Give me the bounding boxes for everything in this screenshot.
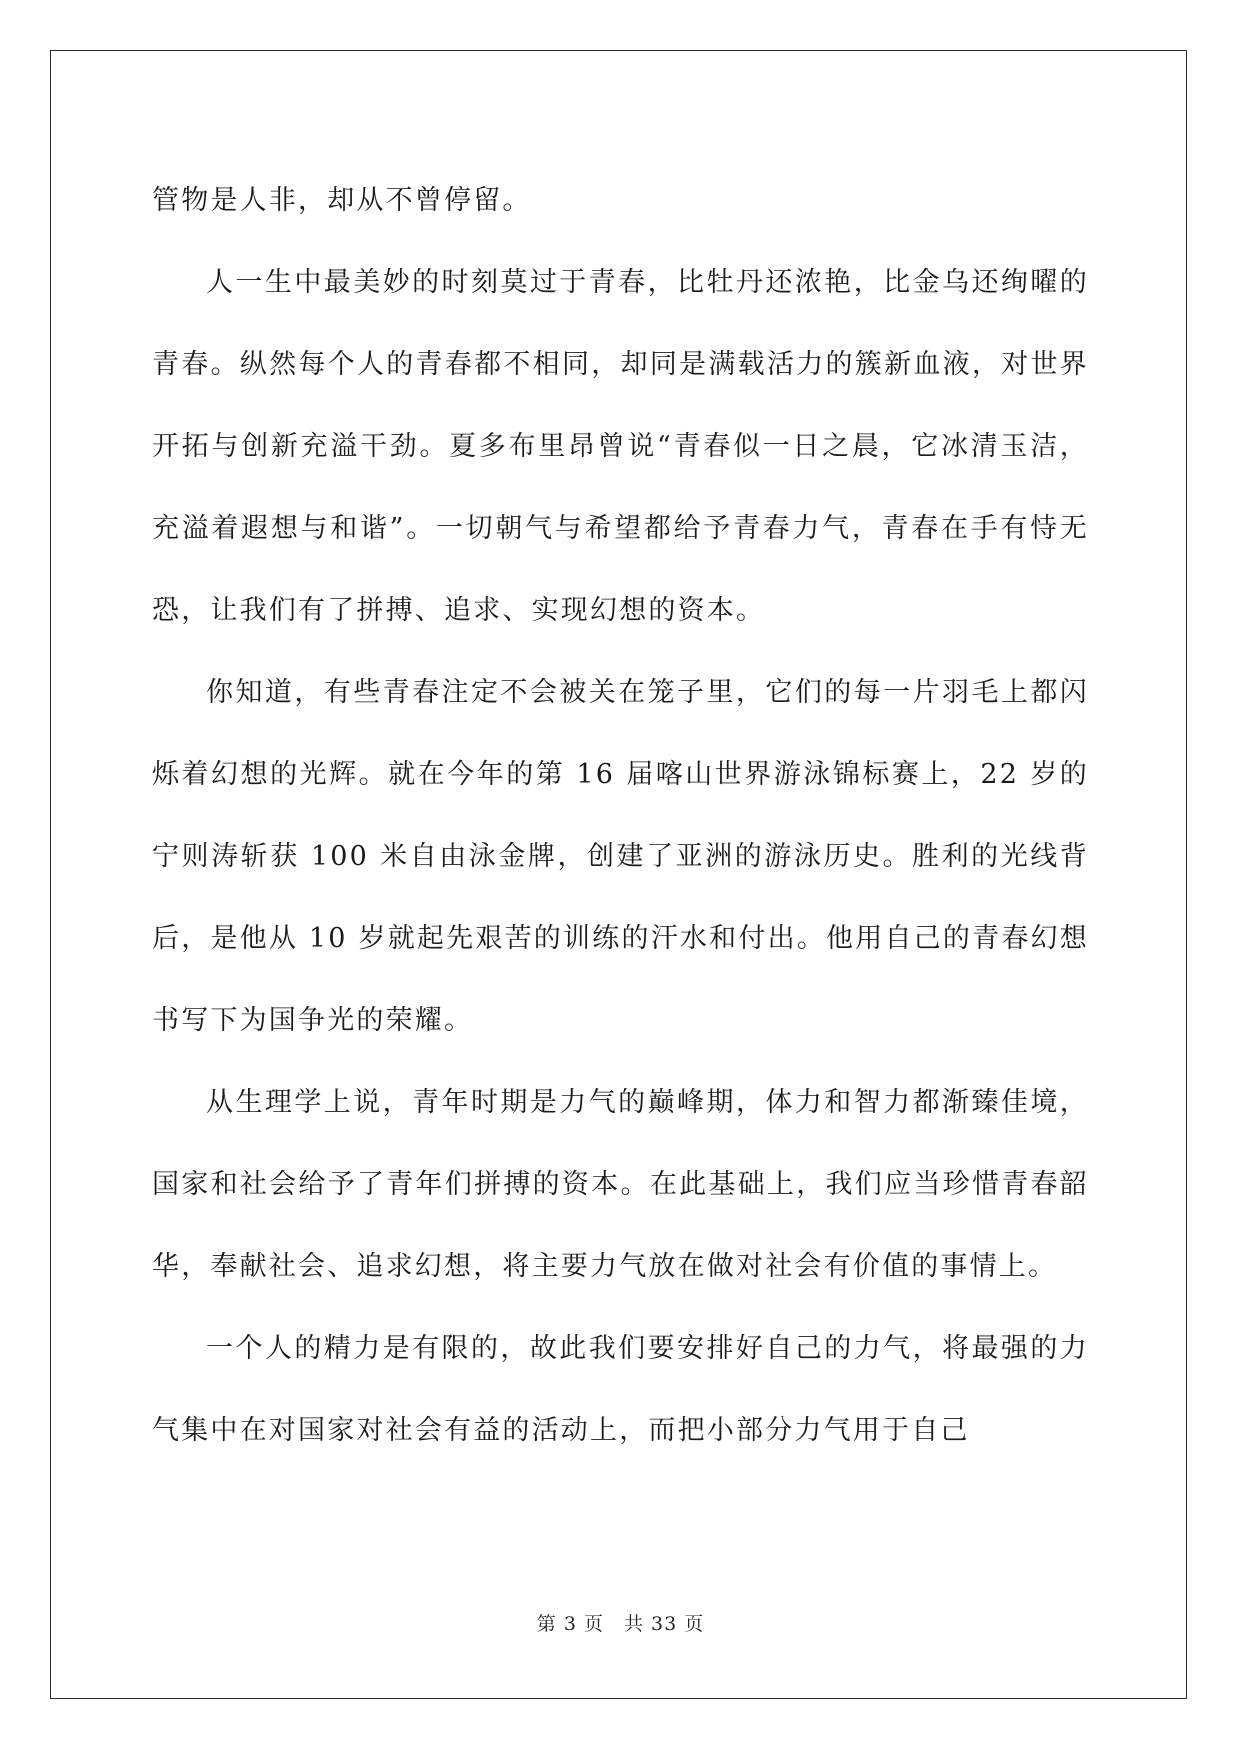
page-number-footer: 第 3 页 共 33 页 (536, 1613, 705, 1635)
document-body (152, 160, 1089, 1472)
paragraph-3: 你知道，有些青春注定不会被关在笼子里，它们的每一片羽毛上都闪烁着幻想的光辉。就在今年的第 16 届喀山世界游泳锦标赛上，22 岁的宁则涛斩获 100 米自由泳金牌，创建了亚洲的游泳历史。胜利的光线背后，是他从 10 岁就起先艰苦的训练的汗水和付出。他用自己的青春幻想书写下为国争光的荣耀。 (152, 677, 1089, 1036)
paragraph-4: 从生理学上说，青年时期是力气的巅峰期，体力和智力都渐臻佳境，国家和社会给予了青年们拼搏的资本。在此基础上，我们应当珍惜青春韶华，奉献社会、追求幻想，将主要力气放在做对社会有价值的事情上。 (152, 1087, 1089, 1282)
paragraph-1: 管物是人非，却从不曾停留。 (152, 185, 532, 216)
paragraph-2: 人一生中最美妙的时刻莫过于青春，比牡丹还浓艳，比金乌还绚曜的青春。纵然每个人的青春都不相同，却同是满载活力的簇新血液，对世界开拓与创新充溢干劲。夏多布里昂曾说“青春似一日之晨，它冰清玉洁，充溢着遐想与和谐”。一切朝气与希望都给予青春力气，青春在手有恃无恐，让我们有了拼搏、追求、实现幻想的资本。 (152, 267, 1089, 626)
paragraph-5: 一个人的精力是有限的，故此我们要安排好自己的力气，将最强的力气集中在对国家对社会有益的活动上，而把小部分力气用于自己 (152, 1333, 1089, 1446)
